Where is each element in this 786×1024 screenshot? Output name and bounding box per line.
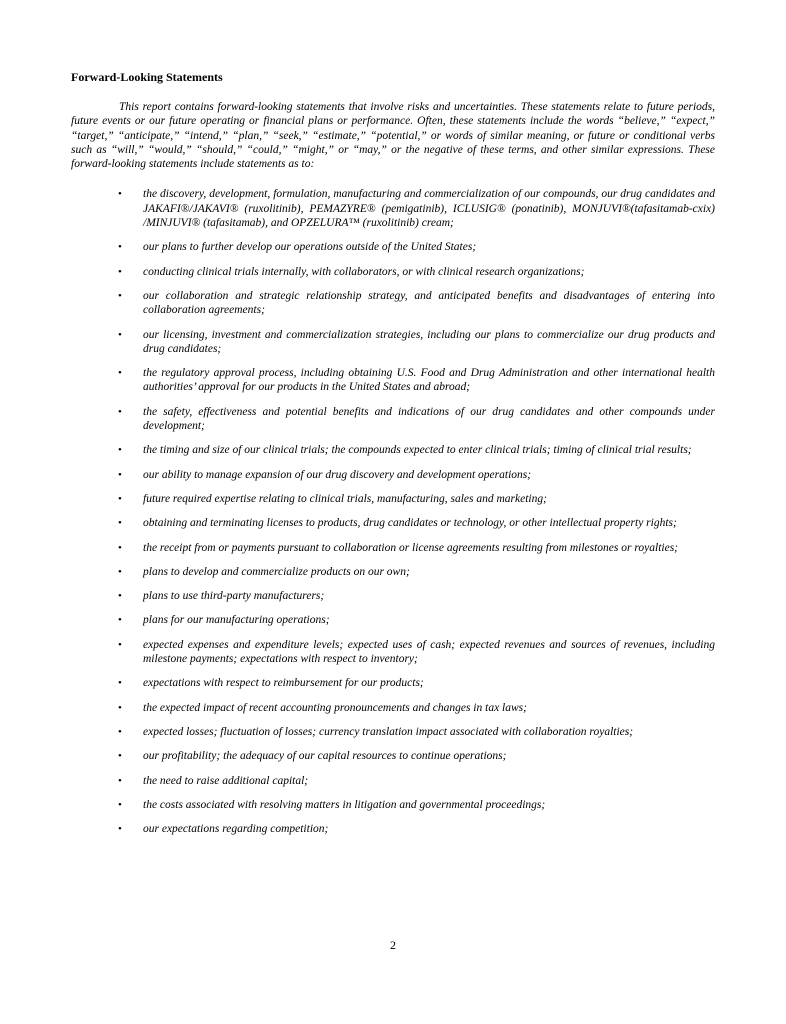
list-item-text: plans for our manufacturing operations;	[143, 614, 330, 627]
list-item	[71, 405, 715, 434]
bullet-icon: •	[118, 188, 122, 201]
bullet-icon: •	[118, 444, 122, 457]
list-item-text: the receipt from or payments pursuant to collaboration or license agreements resulting from milestones or royalties;	[143, 541, 679, 554]
bullet-icon: •	[118, 367, 122, 380]
list-item	[71, 265, 715, 279]
bullet-icon: •	[118, 328, 122, 341]
list-item-text: the timing and size of our clinical trials; the compounds expected to enter clinical trials; timing of clinical trial results;	[143, 444, 692, 457]
list-item-text: our collaboration and strategic relationship strategy, and anticipated benefits and disadvantages of entering into collaboration agreements;	[143, 289, 715, 317]
bullet-icon: •	[118, 405, 122, 418]
list-item-text: our plans to further develop our operations outside of the United States;	[143, 241, 477, 254]
bullet-icon: •	[118, 289, 122, 302]
list-item	[71, 774, 715, 788]
list-item-text: our ability to manage expansion of our drug discovery and development operations;	[143, 468, 532, 481]
bullet-icon: •	[118, 750, 122, 763]
document-page	[71, 70, 715, 846]
list-item-text: our licensing, investment and commercialization strategies, including our plans to commercialize our drug products and drug candidates;	[143, 328, 715, 355]
list-item-text: plans to use third-party manufacturers;	[143, 590, 325, 603]
list-item	[71, 638, 715, 667]
list-item	[71, 676, 715, 690]
list-item	[71, 443, 715, 457]
list-item	[71, 798, 715, 812]
intro-paragraph: This report contains forward-looking statements that involve risks and uncertainties. These statements relate to future periods, future events or our future operating or financial plans or performance. Often, these statements include the words “believe,” “expect,” “target,” “anticipate,” “intend,” “plan,” “seek,” “estimate,” “potential,” or words of similar meaning, or future or conditional verbs such as “will,” “would,” “should,” “could,” “might,” or “may,” or the negative of these terms, and other similar expressions. These forward-looking statements include statements as to:	[71, 101, 715, 171]
list-item-text: our profitability; the adequacy of our capital resources to continue operations;	[143, 750, 507, 763]
page-number: 2	[390, 938, 396, 952]
bullet-icon: •	[118, 241, 122, 254]
list-item	[71, 589, 715, 603]
list-item-text: plans to develop and commercialize products on our own;	[143, 565, 410, 578]
list-item-text: obtaining and terminating licenses to products, drug candidates or technology, or other intellectual property rights;	[143, 517, 677, 530]
bullet-icon: •	[118, 823, 122, 836]
list-item	[71, 749, 715, 763]
list-item-text: expected losses; fluctuation of losses; currency translation impact associated with collaboration royalties;	[143, 725, 634, 738]
bullet-icon: •	[118, 774, 122, 787]
bullet-icon: •	[118, 541, 122, 554]
list-item	[71, 366, 715, 395]
list-item	[71, 701, 715, 715]
bullet-icon: •	[118, 265, 122, 278]
bullet-icon: •	[118, 798, 122, 811]
bullet-icon: •	[118, 565, 122, 578]
list-item	[71, 289, 715, 318]
list-item	[71, 492, 715, 506]
bullet-icon: •	[118, 492, 122, 505]
bullet-icon: •	[118, 590, 122, 603]
list-item-text: conducting clinical trials internally, with collaborators, or with clinical research organizations;	[143, 265, 585, 278]
bullet-icon: •	[118, 638, 122, 651]
list-item	[71, 468, 715, 482]
list-item	[71, 822, 715, 836]
list-item-text: the expected impact of recent accounting pronouncements and changes in tax laws;	[143, 701, 527, 714]
bullet-icon: •	[118, 468, 122, 481]
list-item-text: expectations with respect to reimbursement for our products;	[143, 677, 424, 690]
bullet-icon: •	[118, 725, 122, 738]
list-item	[71, 328, 715, 357]
list-item	[71, 240, 715, 254]
list-item	[71, 565, 715, 579]
bullet-icon: •	[118, 614, 122, 627]
bullet-icon: •	[118, 677, 122, 690]
list-item-text: our expectations regarding competition;	[143, 823, 329, 836]
list-item-text: the safety, effectiveness and potential benefits and indications of our drug candidates and other compounds under development;	[143, 405, 715, 433]
list-item	[71, 516, 715, 530]
list-item	[71, 187, 715, 230]
list-item-text: future required expertise relating to clinical trials, manufacturing, sales and marketing;	[143, 492, 547, 505]
bullet-icon: •	[118, 701, 122, 714]
list-item	[71, 613, 715, 627]
bullet-list	[71, 187, 715, 836]
list-item-text: the need to raise additional capital;	[143, 774, 309, 787]
list-item-text: the costs associated with resolving matters in litigation and governmental proceedings;	[143, 798, 546, 811]
list-item-text: expected expenses and expenditure levels; expected uses of cash; expected revenues and sources of revenues, including milestone payments; expectations with respect to inventory;	[143, 638, 715, 666]
list-item-text: the regulatory approval process, including obtaining U.S. Food and Drug Administration and other international health authorities’ approval for our products in the United States and abroad;	[143, 367, 715, 394]
list-item-text: the discovery, development, formulation, manufacturing and commercialization of our compounds, our drug candidates and JAKAFI®/JAKAVI® (ruxolitinib), PEMAZYRE® (pemigatinib), ICLUSIG® (ponatinib), MONJUVI®(tafasitamab-cxix) /MINJUVI® (tafasitamab), and OPZELURA™ (ruxolitinib) cream;	[143, 188, 715, 230]
list-item	[71, 541, 715, 555]
section-heading: Forward-Looking Statements	[71, 70, 223, 84]
bullet-icon: •	[118, 517, 122, 530]
list-item	[71, 725, 715, 739]
